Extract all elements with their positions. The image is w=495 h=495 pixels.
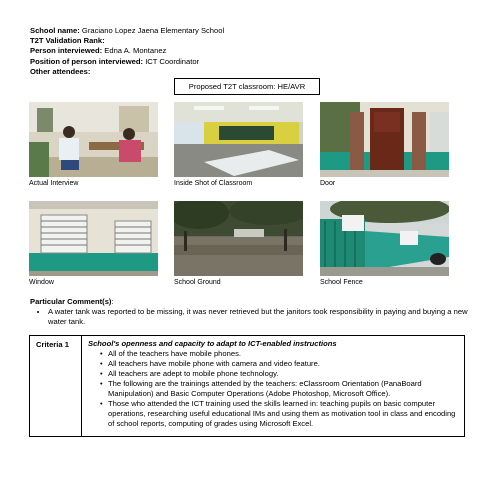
criteria-title: School's openness and capacity to adapt to ICT-enabled instructions: [88, 339, 337, 348]
criteria-table: [29, 335, 465, 437]
comment-item: • A water tank was reported to be missing, it was never retrieved but the janitors took responsibility in paying and buying a new water tank.: [48, 307, 470, 327]
photo-window: [29, 201, 158, 276]
rank-label: T2T Validation Rank:: [30, 36, 105, 46]
position-row: [30, 57, 224, 67]
person-label: Person interviewed:: [30, 46, 103, 56]
person-row: [30, 46, 224, 56]
photo-actual-interview: [29, 102, 158, 177]
photo-inside-classroom: [174, 102, 303, 177]
caption-actual-interview: Actual Interview: [29, 180, 79, 187]
photo-door: [320, 102, 449, 177]
position-label: Position of person interviewed:: [30, 56, 144, 66]
report-header: [30, 26, 224, 77]
criteria-body: [88, 339, 460, 429]
criteria-label: Criteria 1: [30, 336, 82, 436]
comments-heading: Particular Comment(s): [30, 297, 112, 306]
caption-door: Door: [320, 180, 336, 187]
caption-window: Window: [29, 279, 54, 286]
rank-row: [30, 36, 224, 46]
school-name-label: School name:: [30, 26, 80, 35]
criteria-item: • All teachers have mobile phone with camera and video feature.: [100, 359, 460, 369]
school-name-row: [30, 26, 224, 36]
caption-inside-classroom: Inside Shot of Classroom: [174, 180, 253, 187]
school-name-value: Graciano Lopez Jaena Elementary School: [79, 26, 225, 35]
comments-colon: :: [111, 297, 114, 306]
comments-heading-row: [30, 297, 470, 307]
caption-school-fence: School Fence: [320, 279, 363, 286]
attendees-row: [30, 67, 224, 77]
criteria-item: • The following are the trainings attended by the teachers: eClassroom Orientation (PanaBoard Manipulation) and Basic Computer Operations (Adobe Photoshop, Microsoft Office).: [100, 379, 460, 399]
attendees-label: Other attendees:: [30, 66, 91, 76]
person-value: Edna A. Montanez: [102, 46, 167, 56]
position-value: ICT Coordinator: [143, 56, 200, 66]
criteria-list: [88, 349, 460, 429]
caption-school-ground: School Ground: [174, 279, 221, 286]
comments-list: [30, 307, 470, 327]
photo-school-ground: [174, 201, 303, 276]
particular-comments: [30, 297, 470, 327]
criteria-item: • All teachers are adept to mobile phone technology.: [100, 369, 460, 379]
criteria-item: • Those who attended the ICT training used the skills learned in: teaching pupils on basic computer operations, researching useful educational IMs and using them as motivation tool in class and encoding of school reports, computing of grades using Microsoft Excel.: [100, 399, 460, 429]
proposed-classroom-box: Proposed T2T classroom: HE/AVR: [174, 78, 320, 95]
criteria-item: • All of the teachers have mobile phones.: [100, 349, 460, 359]
photo-school-fence: [320, 201, 449, 276]
